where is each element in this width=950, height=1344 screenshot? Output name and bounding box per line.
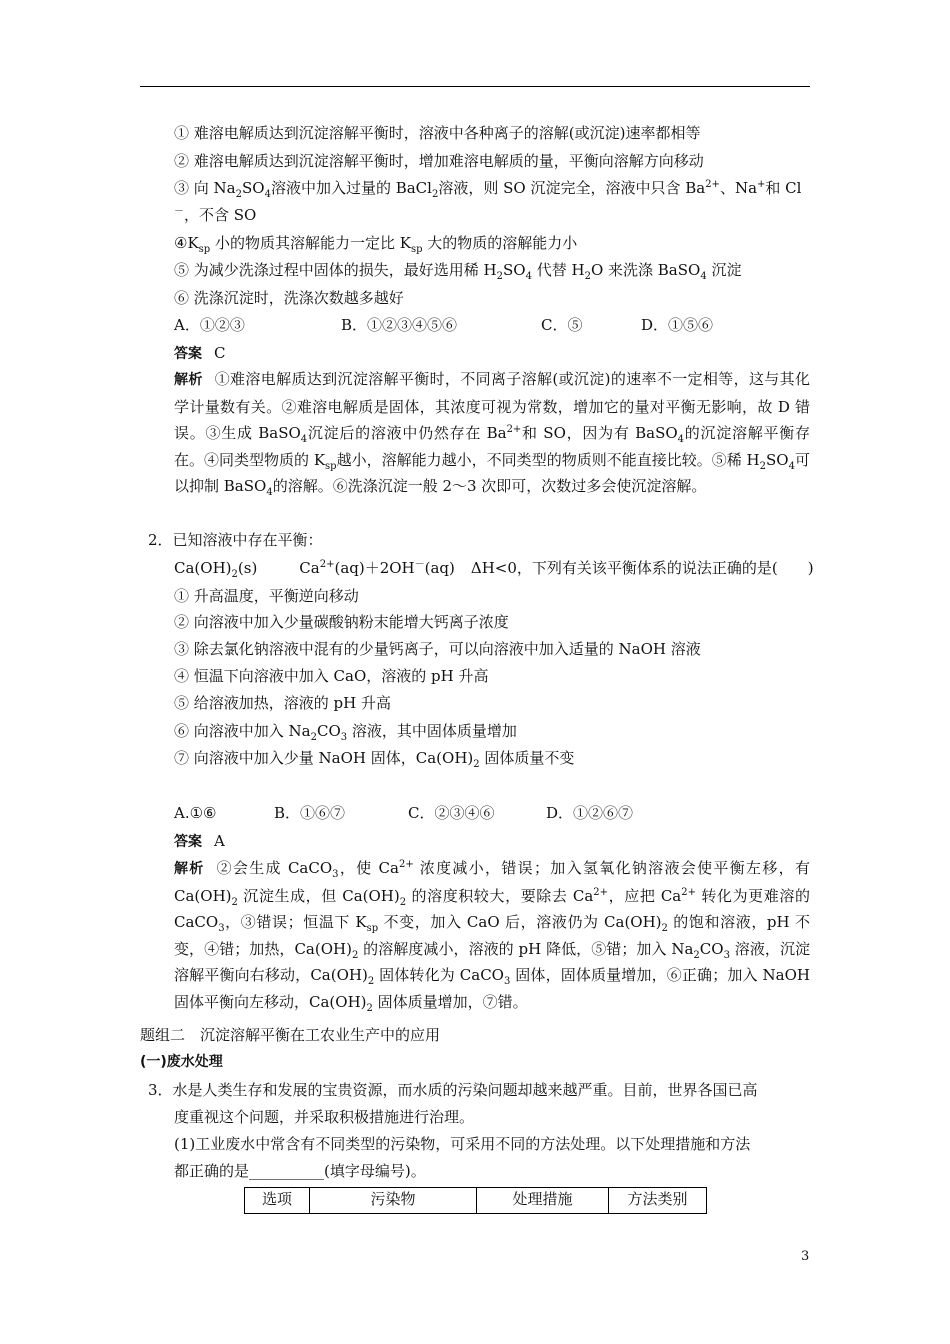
table-header-option: 选项 [245, 1188, 310, 1214]
q2-options [174, 803, 633, 823]
q1-answer: 答案 C [174, 344, 226, 362]
page-number: 3 [801, 1249, 810, 1264]
q3-part1-line-2: 都正确的是__________(填字母编号)。 [174, 1162, 426, 1180]
q1-analysis: 解析 ①难溶电解质达到沉淀溶解平衡时，不同离子溶解(或沉淀)的速率不一定相等，这与其化学计量数有关。②难溶电解质是固体，其浓度可视为常数，增加它的量对平衡无影响，故 D 错误。③生成 BaSO$_4$沉淀后的溶液中仍然存在 $Ba^{2+}$和 SO，因为有 BaSO$_4$的沉淀溶解平衡存在。④同类型物质的 $K_{sp}$越小，溶解能力越小，不同类型的物质则不能直接比较。⑤稀 $H_2SO_4$可以抑制 BaSO$_4$的溶解。⑥洗涤沉淀一般 2～3 次即可，次数过多会使沉淀溶解。 [174, 370, 810, 499]
q1-statement-6: ⑥ 洗涤沉淀时，洗涤次数越多越好 [174, 289, 404, 307]
q3-part1-line-1: (1)工业废水中常含有不同类型的污染物，可采用不同的方法处理。以下处理措施和方法 [174, 1135, 751, 1153]
q1-statement-4: $④K_{sp}$ 小的物质其溶解能力一定比 $K_{sp}$ 大的物质的溶解能力小 [174, 234, 578, 255]
q3-table [244, 1187, 707, 1214]
q1-option-d: D．①⑤⑥ [641, 316, 714, 334]
section-heading: (一)废水处理 [140, 1054, 223, 1070]
q1-statement-5: ⑤ 为减少洗涤过程中固体的损失，最好选用稀 $H_2SO_4$ 代替 $H_2O$ 来洗涤 BaSO$_4$ 沉淀 [174, 261, 742, 282]
q2-stem: 2．已知溶液中存在平衡： [148, 531, 323, 549]
q2-equilibrium: $Ca(OH)_2(s)$ $Ca^{2+}(aq)+2OH^-(aq)$ ΔH<0，下列有关该平衡体系的说法正确的是( ) [174, 559, 814, 580]
q2-statement-6: ⑥ 向溶液中加入 $Na_2CO_3$ 溶液，其中固体质量增加 [174, 722, 517, 743]
q2-analysis: 解析 ②会生成 CaCO$_3$，使 $Ca^{2+}$ 浓度减小，错误；加入氢氧化钠溶液会使平衡左移，有 $Ca(OH)_2$ 沉淀生成，但 $Ca(OH)_2$ 的溶度积较大，要除去 $Ca^{2+}$，应把 $Ca^{2+}$ 转化为更难溶的 CaCO$_3$，③错误；恒温下 $K_{sp}$ 不变，加入 CaO 后，溶液仍为 $Ca(OH)_2$ 的饱和溶液，pH 不变，④错；加热，$Ca(OH)_2$ 的溶解度减小，溶液的 pH 降低，⑤错；加入 $Na_2CO_3$ 溶液，沉淀溶解平衡向右移动，$Ca(OH)_2$ 固体转化为 CaCO$_3$ 固体，固体质量增加，⑥正确；加入 NaOH 固体平衡向左移动，$Ca(OH)_2$ 固体质量增加，⑦错。 [174, 859, 811, 1014]
q2-statement-7: ⑦ 向溶液中加入少量 NaOH 固体，$Ca(OH)_2$ 固体质量不变 [174, 749, 575, 770]
q2-statement-1: ① 升高温度，平衡逆向移动 [174, 587, 359, 605]
q1-statement-1: ① 难溶电解质达到沉淀溶解平衡时，溶液中各种离子的溶解(或沉淀)速率都相等 [174, 124, 701, 142]
q1-option-b: B．①②③④⑤⑥ [341, 316, 458, 334]
q2-option-c: C．②③④⑥ [408, 804, 495, 822]
q2-option-d: D．①②⑥⑦ [546, 804, 634, 822]
q1-option-c: C．⑤ [541, 316, 583, 334]
q1-statement-2: ② 难溶电解质达到沉淀溶解平衡时，增加难溶电解质的量，平衡向溶解方向移动 [174, 152, 704, 170]
q2-statement-3: ③ 除去氯化钠溶液中混有的少量钙离子，可以向溶液中加入适量的 NaOH 溶液 [174, 640, 701, 658]
header-rule [140, 86, 810, 87]
q2-answer: 答案 A [174, 832, 225, 850]
q2-option-b: B．①⑥⑦ [274, 804, 346, 822]
q1-options [174, 315, 713, 335]
q3-stem-line-2: 度重视这个问题，并采取积极措施进行治理。 [174, 1108, 475, 1126]
group-2-heading: 题组二 沉淀溶解平衡在工农业生产中的应用 [140, 1026, 441, 1044]
q2-statement-4: ④ 恒温下向溶液中加入 CaO，溶液的 pH 升高 [174, 667, 489, 685]
q1-statement-3-cont: －，不含 SO [174, 206, 257, 224]
table-row [245, 1188, 707, 1214]
q2-statement-5: ⑤ 给溶液加热，溶液的 pH 升高 [174, 694, 391, 712]
q1-statement-3: ③ 向 $Na_2SO_4$溶液中加入过量的 BaCl$_2$溶液，则 SO 沉淀完全，溶液中只含 $Ba^{2+}$、Na+和 Cl [174, 179, 802, 200]
table-header-measure: 处理措施 [477, 1188, 609, 1214]
q3-stem-line-1: 3．水是人类生存和发展的宝贵资源，而水质的污染问题却越来越严重。目前，世界各国已高 [148, 1081, 758, 1099]
q2-statement-2: ② 向溶液中加入少量碳酸钠粉末能增大钙离子浓度 [174, 613, 509, 631]
q2-option-a: A.①⑥ [174, 804, 217, 822]
table-header-method: 方法类别 [609, 1188, 707, 1214]
q1-option-a: A．①②③ [174, 316, 245, 334]
table-header-pollutant: 污染物 [310, 1188, 477, 1214]
